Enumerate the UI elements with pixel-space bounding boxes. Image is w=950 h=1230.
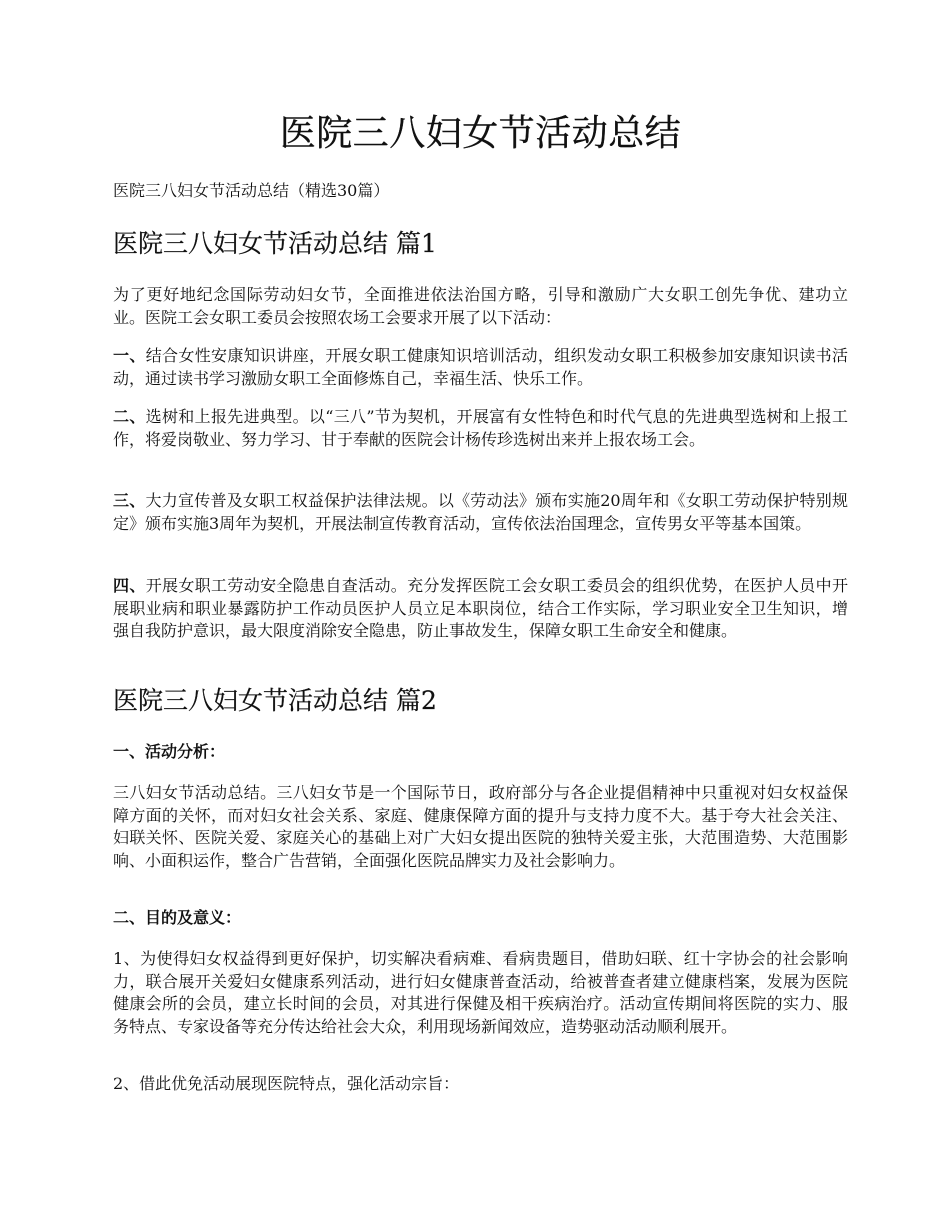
item-1-text: 结合女性安康知识讲座，开展女职工健康知识培训活动，组织发动女职工积极参加安康知识读书活动，通过读书学习激励女职工全面修炼自己，幸福生活、快乐工作。: [113, 346, 848, 388]
section2-paragraph-2: 1、为使得妇女权益得到更好保护，切实解决看病难、看病贵题目，借助妇联、红十字协会的社会影响力，联合展开关爱妇女健康系列活动，进行妇女健康普查活动，给被普查者建立健康档案，发展为医院健康会所的会员，建立长时间的会员，对其进行保健及相干疾病治疗。活动宣传期间将医院的实力、服务特点、专家设备等充分传达给社会大众，利用现场新闻效应，造势驱动活动顺利展开。: [113, 949, 848, 1036]
document-title: 医院三八妇女节活动总结: [279, 113, 682, 154]
section1-item-4: [113, 575, 848, 643]
section2-subheading-2: 二、目的及意义：: [113, 908, 242, 927]
item-1-lead: 一、: [113, 346, 146, 365]
section1-intro-paragraph: 为了更好地纪念国际劳动妇女节，全面推进依法治国方略，引导和激励广大女职工创先争优、建功立业。医院工会女职工委员会按照农场工会要求开展了以下活动：: [113, 285, 848, 327]
section1-item-2: [113, 406, 848, 451]
document-subtitle: 医院三八妇女节活动总结（精选30篇）: [113, 181, 390, 200]
item-2-lead: 二、: [113, 407, 146, 426]
item-2-text: 选树和上报先进典型。以“三八”节为契机，开展富有女性特色和时代气息的先进典型选树和上报工作，将爱岗敬业、努力学习、甘于奉献的医院会计杨传珍选树出来并上报农场工会。: [113, 407, 848, 449]
section2-paragraph-3: 2、借此优免活动展现医院特点，强化活动宗旨：: [113, 1074, 460, 1093]
section1-item-3: [113, 490, 848, 535]
section2-paragraph-1: 三八妇女节活动总结。三八妇女节是一个国际节日，政府部分与各企业提倡精神中只重视对妇女权益保障方面的关怀，而对妇女社会关系、家庭、健康保障方面的提升与支持力度不大。基于夸大社会关注、妇联关怀、医院关爱、家庭关心的基础上对广大妇女提出医院的独特关爱主张，大范围造势、大范围影响、小面积运作，整合广告营销，全面强化医院品牌实力及社会影响力。: [113, 783, 848, 870]
item-3-lead: 三、: [113, 491, 146, 510]
item-3-text: 大力宣传普及女职工权益保护法律法规。以《劳动法》颁布实施20周年和《女职工劳动保护特别规定》颁布实施3周年为契机，开展法制宣传教育活动，宣传依法治国理念，宣传男女平等基本国策。: [113, 491, 848, 533]
section1-item-1: [113, 345, 848, 390]
section-heading-1: 医院三八妇女节活动总结 篇1: [113, 229, 437, 258]
item-4-text: 开展女职工劳动安全隐患自查活动。充分发挥医院工会女职工委员会的组织优势，在医护人员中开展职业病和职业暴露防护工作动员医护人员立足本职岗位，结合工作实际，学习职业安全卫生知识，增强自我防护意识，最大限度消除安全隐患，防止事故发生，保障女职工生命安全和健康。: [113, 576, 848, 640]
section2-subheading-1: 一、活动分析：: [113, 742, 226, 761]
section-heading-2: 医院三八妇女节活动总结 篇2: [113, 686, 437, 715]
item-4-lead: 四、: [113, 576, 146, 595]
